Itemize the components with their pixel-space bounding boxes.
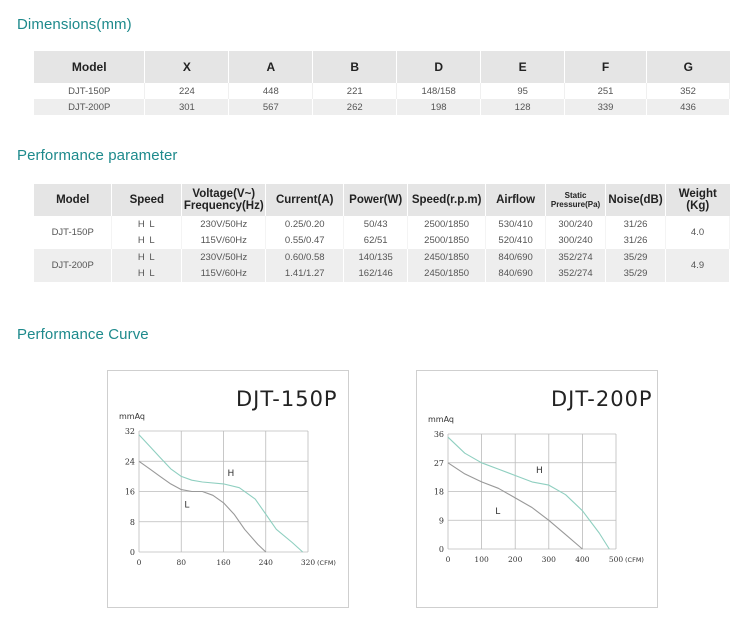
series-label-l: L (495, 506, 501, 517)
dim-header-f: F (565, 51, 647, 83)
perf-power-line: 50/43 (363, 219, 388, 230)
perf-header-current: Current(A) (266, 184, 344, 216)
perf-current-line: 0.25/0.20 (284, 219, 325, 230)
chart-title: DJT-200P (551, 387, 653, 411)
y-tick-label: 27 (433, 458, 444, 468)
y-tick-label: 0 (438, 545, 444, 554)
perf-airflow (486, 216, 546, 249)
perf-speed-line: H L (137, 267, 156, 279)
table-row (34, 216, 730, 249)
performance-table (34, 184, 730, 282)
dim-cell: 339 (565, 99, 647, 115)
perf-current-line: 1.41/1.27 (284, 267, 325, 279)
perf-airflow-line: 840/690 (498, 267, 533, 279)
y-tick-label: 36 (433, 430, 444, 439)
y-tick-label: 24 (124, 457, 135, 467)
perf-current-line: 0.55/0.47 (284, 234, 325, 246)
perf-noise-line: 31/26 (623, 234, 648, 246)
dim-header-g: G (647, 51, 730, 83)
perf-airflow-line: 520/410 (498, 234, 533, 246)
series-label-h: H (227, 468, 235, 479)
perf-power (344, 216, 408, 249)
y-tick-label: 16 (124, 487, 135, 497)
perf-model: DJT-200P (34, 249, 112, 282)
perf-voltage-line: 115V/60Hz (200, 234, 247, 246)
chart-title: DJT-150P (236, 387, 338, 411)
dimensions-table (34, 51, 730, 115)
perf-weight: 4.0 (666, 216, 730, 249)
x-tick-label: 200 (508, 555, 523, 564)
dim-header-e: E (481, 51, 565, 83)
perf-voltage-line: 230V/50Hz (200, 252, 248, 263)
performance-curve-title: Performance Curve (17, 326, 149, 343)
perf-rpm-line: 2450/1850 (424, 267, 470, 279)
perf-speed-line: H L (137, 219, 156, 230)
series-label-h: H (536, 465, 543, 476)
dim-cell: 224 (145, 83, 229, 99)
perf-power-line: 62/51 (363, 234, 388, 246)
y-tick-label: 18 (433, 487, 444, 497)
perf-speed-line: H L (137, 252, 156, 263)
perf-current-line: 0.60/0.58 (284, 252, 325, 263)
perf-weight: 4.9 (666, 249, 730, 282)
perf-airflow-line: 530/410 (498, 219, 533, 230)
perf-pressure-line: 352/274 (558, 252, 593, 263)
y-tick-label: 9 (438, 516, 444, 526)
perf-rpm-line: 2450/1850 (424, 252, 470, 263)
perf-pressure-line: 300/240 (558, 234, 593, 246)
x-axis-label: (CFM) (317, 559, 336, 567)
perf-airflow-line: 840/690 (498, 252, 533, 263)
dim-cell: 251 (565, 83, 647, 99)
dim-cell: DJT-200P (34, 99, 145, 115)
perf-pressure (546, 249, 606, 282)
x-tick-label: 80 (176, 558, 187, 567)
x-axis-label: (CFM) (625, 556, 644, 564)
series-line-h (448, 437, 609, 549)
dimensions-title: Dimensions(mm) (17, 16, 132, 33)
series-label-l: L (184, 500, 190, 511)
dim-header-a: A (229, 51, 313, 83)
performance-header-row (34, 184, 730, 216)
perf-speed (112, 216, 182, 249)
dim-cell: 352 (647, 83, 730, 99)
x-tick-label: 320 (300, 558, 316, 567)
perf-noise-line: 35/29 (623, 252, 648, 263)
y-tick-label: 0 (129, 548, 135, 557)
y-tick-label: 8 (129, 517, 135, 527)
dim-cell: 567 (229, 99, 313, 115)
dim-cell: 128 (481, 99, 565, 115)
dim-cell: 448 (229, 83, 313, 99)
dim-header-b: B (313, 51, 397, 83)
y-axis-label: mmAq (119, 412, 145, 421)
curve-panel-djt-150p (107, 370, 349, 608)
perf-current (266, 249, 344, 282)
perf-voltage-line: 230V/50Hz (200, 219, 248, 230)
dimensions-header-row (34, 51, 730, 83)
perf-header-speed: Speed (112, 184, 182, 216)
curve-chart-djt-150p (108, 371, 348, 607)
x-tick-label: 100 (474, 555, 489, 564)
perf-rpm-line: 2500/1850 (424, 234, 470, 246)
perf-pressure-line: 352/274 (558, 267, 593, 279)
perf-power-line: 140/135 (358, 252, 393, 263)
perf-voltage (182, 216, 266, 249)
dim-cell: 436 (647, 99, 730, 115)
x-tick-label: 0 (136, 558, 142, 567)
perf-header-weight: Weight (Kg) (666, 184, 730, 216)
dim-cell: 262 (313, 99, 397, 115)
perf-current (266, 216, 344, 249)
dim-header-x: X (145, 51, 229, 83)
perf-header-static-line2: Pressure(Pa) (550, 200, 601, 209)
x-tick-label: 500 (608, 555, 624, 564)
dim-cell: 95 (481, 83, 565, 99)
perf-rpm (408, 249, 486, 282)
dim-cell: 301 (145, 99, 229, 115)
curve-panel-djt-200p (416, 370, 658, 608)
series-line-l (139, 461, 266, 552)
x-tick-label: 240 (258, 558, 273, 567)
dim-header-model: Model (34, 51, 145, 83)
dim-cell: 198 (397, 99, 481, 115)
perf-voltage (182, 249, 266, 282)
perf-header-static-line1: Static (564, 191, 587, 200)
x-tick-label: 0 (445, 555, 451, 564)
curve-chart-djt-200p (417, 371, 657, 607)
perf-header-static-pressure (546, 184, 606, 216)
perf-model: DJT-150P (34, 216, 112, 249)
perf-header-model: Model (34, 184, 112, 216)
x-tick-label: 300 (541, 555, 556, 564)
dim-cell: 148/158 (397, 83, 481, 99)
perf-header-rpm: Speed(r.p.m) (408, 184, 486, 216)
perf-rpm (408, 216, 486, 249)
perf-noise (606, 249, 666, 282)
perf-speed (112, 249, 182, 282)
performance-parameter-title: Performance parameter (17, 147, 178, 164)
perf-noise-line: 35/29 (623, 267, 648, 279)
perf-speed-line: H L (137, 234, 156, 246)
dim-header-d: D (397, 51, 481, 83)
perf-header-noise: Noise(dB) (606, 184, 666, 216)
y-axis-label: mmAq (428, 415, 454, 424)
perf-power-line: 162/146 (358, 267, 393, 279)
x-tick-label: 160 (216, 558, 231, 567)
dim-cell: DJT-150P (34, 83, 145, 99)
x-tick-label: 400 (575, 555, 590, 564)
perf-header-voltage-line1: Voltage(V~) (192, 188, 256, 200)
table-row (34, 83, 730, 99)
series-line-h (139, 435, 303, 552)
perf-voltage-line: 115V/60Hz (200, 267, 247, 279)
perf-header-voltage-line2: Frequency(Hz) (183, 200, 264, 212)
perf-header-power: Power(W) (344, 184, 408, 216)
perf-airflow (486, 249, 546, 282)
perf-pressure (546, 216, 606, 249)
y-tick-label: 32 (124, 427, 135, 436)
table-row (34, 99, 730, 115)
perf-header-voltage (182, 184, 266, 216)
perf-noise (606, 216, 666, 249)
perf-pressure-line: 300/240 (558, 219, 593, 230)
dim-cell: 221 (313, 83, 397, 99)
perf-header-airflow: Airflow (486, 184, 546, 216)
table-row (34, 249, 730, 282)
perf-noise-line: 31/26 (623, 219, 648, 230)
perf-power (344, 249, 408, 282)
perf-rpm-line: 2500/1850 (424, 219, 470, 230)
